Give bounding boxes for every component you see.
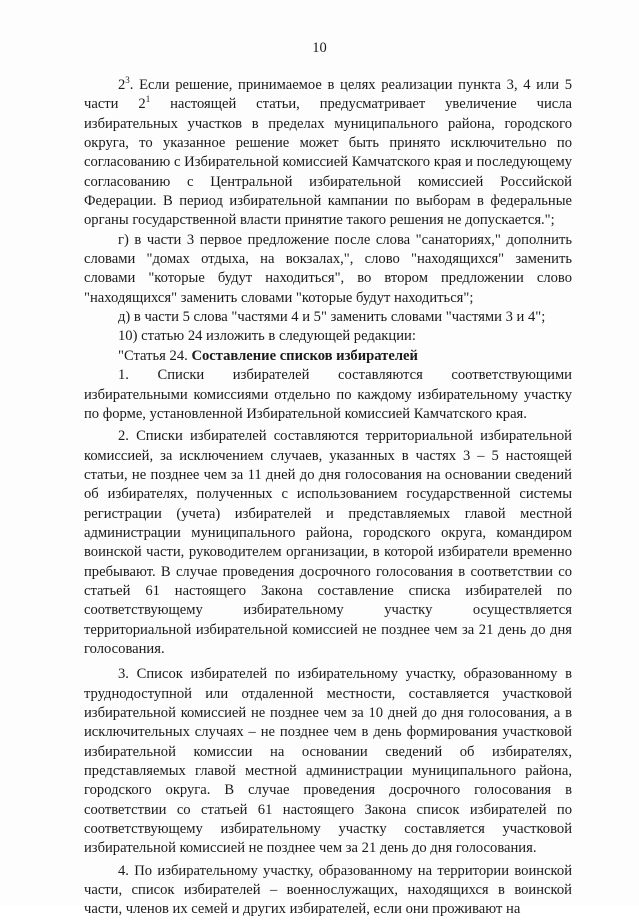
paragraph-text: . Если решение, принимаемое в целях реализации пункта 3, 4 или 5 части 2 bbox=[84, 77, 572, 113]
document-body bbox=[84, 76, 572, 920]
paragraph-4: 4. По избирательному участку, образованному на территории воинской части, список избирателей – военнослужащих, находящихся в воинской части, членов их семей и других избирателей, если они проживают на bbox=[84, 862, 572, 918]
paragraph-d: д) в части 5 слова "частями 4 и 5" заменить словами "частями 3 и 4"; bbox=[118, 309, 546, 326]
article-title: Составление списков избирателей bbox=[191, 347, 418, 364]
superscript: 1 bbox=[145, 94, 151, 105]
paragraph-10: 10) статью 24 изложить в следующей редакции: bbox=[118, 328, 416, 345]
paragraph-2-3 bbox=[84, 76, 572, 231]
paragraph-2: 2. Списки избирателей составляются территориальной избирательной комиссией, за исключением случаев, указанных в частях 3 – 5 настоящей статьи, не позднее чем за 11 дней до дня голосования на основании сведений об избирателях, полученных с использованием государственной системы регистрации (учета) избирателей и представляемых главой местной администрации муниципального района, городского округа, командиром воинской части, руководителем организации, в которой избиратели временно пребывают. В случае проведения досрочного голосования в соответствии со статьей 61 настоящего Закона составление списка избирателей по соответствующему избирательному участку осуществляется территориальной избирательной комиссией не позднее чем за 21 день до дня голосования. bbox=[84, 428, 572, 657]
paragraph-3: 3. Список избирателей по избирательному участку, образованному в труднодоступной или отдаленной местности, составляется участковой избирательной комиссией не позднее чем за 10 дней до дня голосования, а в исключительных случаях – не позднее чем в день формирования участковой избирательной комиссии на основании сведений об избирателях, представляемых главой местной администрации муниципального района, городского округа. В случае проведения досрочного голосования в соответствии со статьей 61 настоящего Закона список избирателей по соответствующему избирательному участку составляется участковой избирательной комиссией не позднее чем за 21 день до дня голосования. bbox=[84, 666, 572, 857]
paragraph-text: настоящей статьи, предусматривает увеличение числа избирательных участков в пределах муниципального района, городского округа, то указанное решение может быть принято исключительно по согласованию с Избирательной комиссией Камчатского края и последующему согласованию с Центральной избирательной комиссией Российской Федерации. В период избирательной кампании по выборам в федеральные органы государственной власти принятие такого решения не допускается."; bbox=[84, 96, 572, 229]
paragraph-1: 1. Списки избирателей составляются соответствующими избирательными комиссиями отдельно по каждому избирательному участку по форме, установленной Избирательной комиссией Камчатского края. bbox=[84, 367, 572, 422]
paragraph-g: г) в части 3 первое предложение после слова "санаториях," дополнить словами "домах отдыха, на вокзалах,", слово "находящихся" заменить словами "которые будут находиться", во втором предложении слово "находящихся" заменить словами "которые будут находиться"; bbox=[84, 231, 572, 306]
article-prefix: "Статья 24. bbox=[118, 347, 192, 364]
clause-number: 2 bbox=[118, 77, 126, 93]
clause-number-superscript: 3 bbox=[125, 75, 130, 85]
article-heading bbox=[84, 347, 572, 366]
page-number: 10 bbox=[312, 40, 327, 56]
